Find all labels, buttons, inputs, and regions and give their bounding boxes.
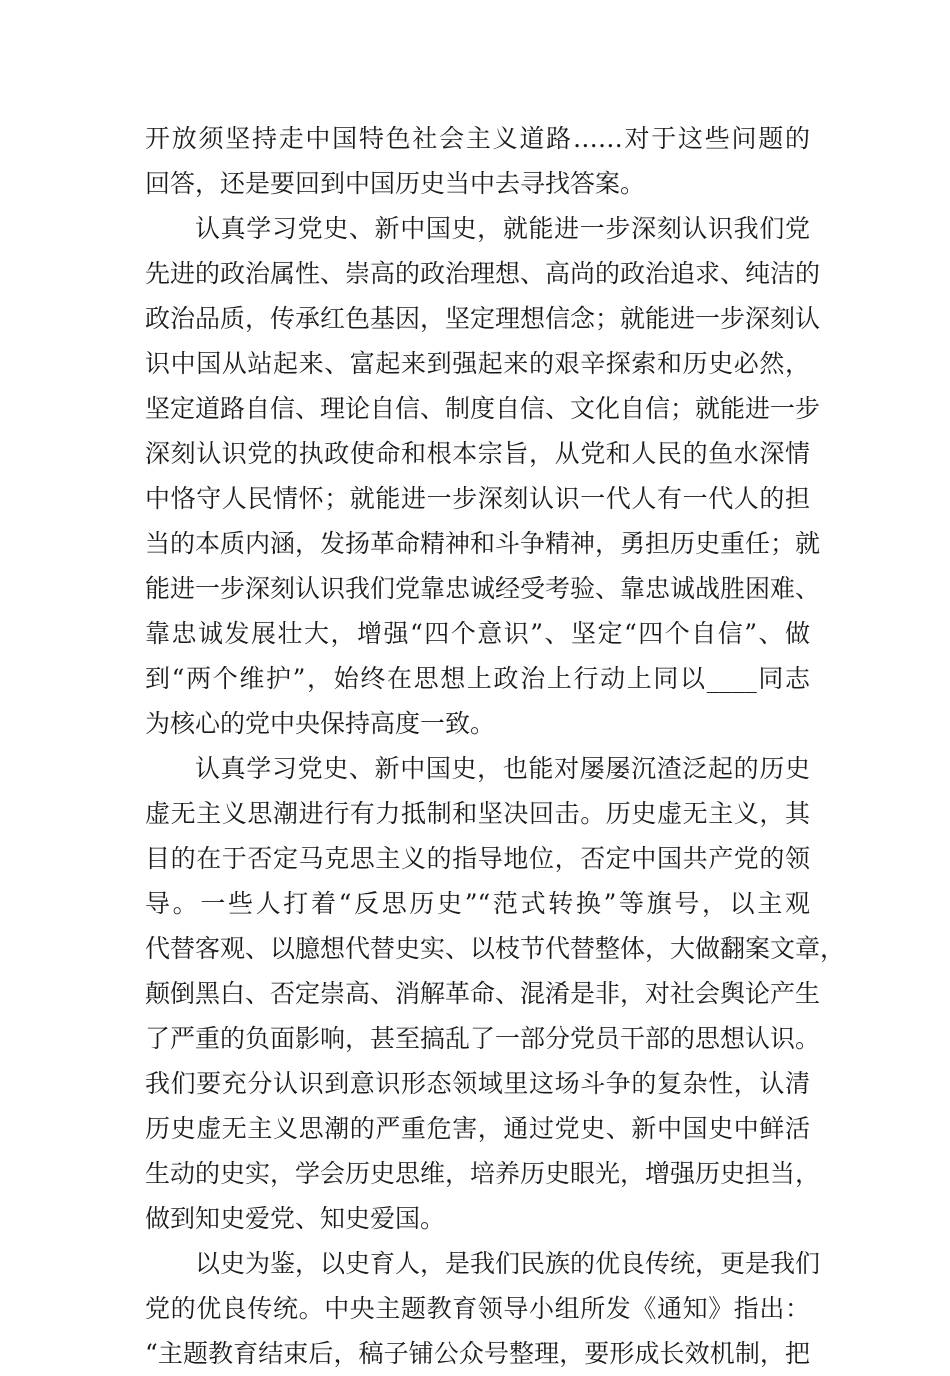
- text-line: 先进的政治属性、崇高的政治理想、高尚的政治追求、纯洁的: [145, 259, 821, 288]
- text-line: 我们要充分认识到意识形态领域里这场斗争的复杂性，认清: [145, 1069, 810, 1098]
- text-line: 历史虚无主义思潮的严重危害，通过党史、新中国史中鲜活: [145, 1114, 810, 1143]
- text-line: 识中国从站起来、富起来到强起来的艰辛探索和历史必然，: [145, 349, 810, 378]
- text-line: 当的本质内涵，发扬革命精神和斗争精神，勇担历史重任；就: [145, 529, 821, 558]
- text-line: 目的在于否定马克思主义的指导地位，否定中国共产党的领: [145, 844, 810, 873]
- text-line: 党的优良传统。中央主题教育领导小组所发《通知》指出：: [145, 1294, 810, 1323]
- text-line: 回答，还是要回到中国历史当中去寻找答案。: [145, 169, 646, 198]
- text-line: 能进一步深刻认识我们党靠忠诚经受考验、靠忠诚战胜困难、: [145, 574, 821, 603]
- text-line: 做到知史爱党、知史爱国。: [145, 1204, 446, 1233]
- text-line: 为核心的党中央保持高度一致。: [145, 709, 496, 738]
- text-line: 导。一些人打着“反思历史”“范式转换”等旗号，以主观: [145, 889, 810, 918]
- text-line: “主题教育结束后，稿子铺公众号整理，要形成长效机制，把: [145, 1339, 810, 1368]
- text-line: 生动的史实，学会历史思维，培养历史眼光，增强历史担当，: [145, 1159, 821, 1188]
- text-line: 开放须坚持走中国特色社会主义道路……对于这些问题的: [145, 124, 810, 153]
- paragraph-first-line: 认真学习党史、新中国史，就能进一步深刻认识我们党: [195, 214, 810, 243]
- text-line: 坚定道路自信、理论自信、制度自信、文化自信；就能进一步: [145, 394, 821, 423]
- text-line: 深刻认识党的执政使命和根本宗旨，从党和人民的鱼水深情: [145, 439, 810, 468]
- paragraph-first-line: 以史为鉴，以史育人，是我们民族的优良传统，更是我们: [195, 1249, 821, 1278]
- text-line: 颠倒黑白、否定崇高、消解革命、混淆是非，对社会舆论产生: [145, 979, 821, 1008]
- text-line: 靠忠诚发展壮大，增强“四个意识”、坚定“四个自信”、做: [145, 619, 810, 648]
- paragraph-first-line: 认真学习党史、新中国史，也能对屡屡沉渣泛起的历史: [195, 754, 810, 783]
- text-line: 代替客观、以臆想代替史实、以枝节代替整体，大做翻案文章，: [145, 934, 846, 963]
- body-text: [145, 116, 846, 1376]
- text-line: 虚无主义思潮进行有力抵制和坚决回击。历史虚无主义，其: [145, 799, 810, 828]
- text-line: 中恪守人民情怀；就能进一步深刻认识一代人有一代人的担: [145, 484, 810, 513]
- text-line: 了严重的负面影响，甚至搞乱了一部分党员干部的思想认识。: [145, 1024, 821, 1053]
- text-line: 政治品质，传承红色基因，坚定理想信念；就能进一步深刻认: [145, 304, 821, 333]
- text-line: 到“两个维护”，始终在思想上政治上行动上同以____同志: [145, 664, 810, 693]
